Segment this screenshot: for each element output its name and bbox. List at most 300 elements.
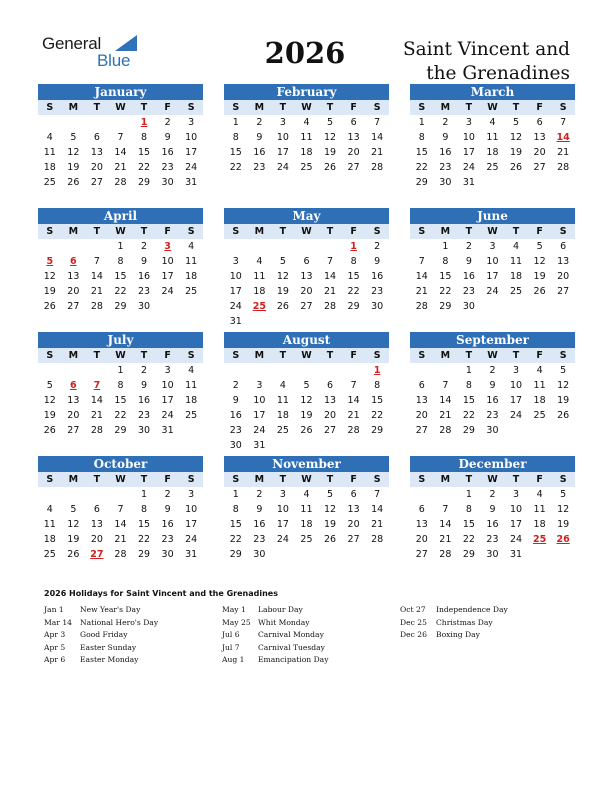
day-cell: 8: [442, 256, 449, 267]
day-cell: 9: [141, 380, 148, 391]
day-cell: 23: [371, 286, 384, 297]
day-cell: 11: [276, 395, 289, 406]
day-grid: [224, 363, 389, 453]
day-cell: 23: [253, 534, 266, 545]
day-cell: 12: [323, 132, 337, 143]
day-cell: 14: [90, 271, 103, 282]
day-cell: 12: [323, 504, 337, 515]
day-cell: 3: [188, 117, 195, 128]
day-cell: 25: [533, 410, 546, 421]
day-cell: 10: [185, 504, 198, 515]
day-cell: 18: [509, 271, 523, 282]
day-cell: 8: [465, 380, 472, 391]
generalblue-logo: [42, 34, 142, 70]
day-cell: 17: [509, 395, 523, 406]
day-cell: 11: [533, 504, 546, 515]
day-cell: 31: [253, 440, 266, 451]
day-cell: 4: [188, 365, 195, 376]
day-cell: 16: [161, 519, 174, 530]
day-cell: 14: [114, 519, 127, 530]
day-cell: 12: [533, 256, 546, 267]
day-cell: 4: [279, 380, 286, 391]
weekday-header: [410, 472, 575, 487]
day-cell: 10: [276, 504, 289, 515]
day-cell: 9: [256, 504, 263, 515]
weekday-label: T: [465, 102, 473, 113]
weekday-label: W: [487, 226, 498, 237]
day-cell: 9: [164, 504, 171, 515]
day-cell: 24: [276, 162, 289, 173]
day-empty: [62, 239, 86, 254]
day-cell: 22: [114, 410, 127, 421]
holiday-name: Carnival Monday: [258, 630, 324, 639]
weekday-label: T: [512, 350, 520, 361]
day-grid: [410, 115, 575, 190]
day-cell: 8: [418, 132, 425, 143]
day-cell: 5: [327, 489, 334, 500]
holiday-name: Carnival Tuesday: [258, 642, 325, 652]
day-empty: [295, 363, 319, 378]
day-cell: 25: [185, 410, 198, 421]
day-cell: 27: [347, 162, 360, 173]
day-cell: 19: [509, 147, 523, 158]
day-cell: 24: [509, 410, 523, 421]
day-cell: 6: [560, 241, 567, 252]
day-cell: 25: [509, 286, 523, 297]
day-cell: 17: [276, 519, 289, 530]
day-cell: 28: [371, 162, 384, 173]
day-cell: 24: [486, 286, 499, 297]
day-cell: 22: [371, 410, 384, 421]
weekday-label: W: [487, 474, 498, 485]
day-empty: [434, 363, 458, 378]
holiday-column: [222, 604, 329, 667]
day-cell: 20: [90, 534, 103, 545]
day-cell: 18: [43, 162, 56, 173]
weekday-header: [38, 100, 203, 115]
day-cell: 23: [137, 286, 151, 297]
day-cell: 25: [486, 162, 499, 173]
day-cell: 10: [161, 256, 174, 267]
calendar-year: 2026: [264, 36, 346, 70]
holiday-date: May 25: [222, 617, 251, 627]
day-cell: 26: [276, 301, 289, 312]
weekday-label: S: [418, 102, 426, 113]
day-cell: 21: [90, 286, 103, 297]
day-grid: [38, 487, 203, 562]
holiday-date: Jul 7: [222, 642, 240, 652]
day-cell: 18: [43, 534, 56, 545]
day-cell: 4: [256, 256, 263, 267]
day-cell: 4: [513, 241, 520, 252]
holiday-entry: [400, 617, 508, 630]
day-cell: 29: [114, 301, 127, 312]
day-cell: 15: [229, 519, 242, 530]
weekday-label: S: [418, 474, 426, 485]
day-cell: 13: [323, 395, 337, 406]
day-cell: 16: [371, 271, 384, 282]
holiday-name: New Year's Day: [80, 605, 141, 614]
day-cell: 7: [442, 380, 449, 391]
weekday-label: M: [68, 350, 79, 361]
day-cell: 15: [439, 271, 452, 282]
month-december: [410, 456, 575, 562]
day-cell: 16: [229, 410, 242, 421]
day-cell: 5: [279, 256, 286, 267]
day-cell: 31: [462, 177, 475, 188]
day-cell: 2: [256, 117, 263, 128]
day-cell: 16: [439, 147, 452, 158]
day-cell: 16: [253, 519, 266, 530]
day-cell: 1: [465, 489, 472, 500]
day-cell: 7: [117, 132, 124, 143]
day-cell: 20: [415, 534, 428, 545]
day-cell: 3: [513, 365, 520, 376]
day-cell: 28: [323, 301, 337, 312]
month-may: [224, 208, 389, 329]
day-empty: [318, 239, 342, 254]
day-cell: 20: [90, 162, 103, 173]
day-cell: 9: [489, 504, 496, 515]
day-cell: 14: [415, 271, 428, 282]
day-cell: 26: [43, 301, 56, 312]
day-cell: 22: [137, 162, 151, 173]
day-cell: 12: [43, 395, 56, 406]
day-cell: 14: [371, 132, 384, 143]
day-cell: 8: [350, 256, 357, 267]
day-cell: 25: [276, 425, 289, 436]
day-empty: [271, 239, 295, 254]
day-cell: 29: [114, 425, 127, 436]
day-cell: 14: [323, 271, 337, 282]
day-cell: 2: [232, 380, 239, 391]
day-cell: 6: [418, 504, 425, 515]
weekday-label: W: [301, 350, 312, 361]
day-cell: 30: [439, 177, 452, 188]
holiday-name: Emancipation Day: [258, 655, 329, 664]
weekday-label: T: [512, 474, 520, 485]
day-cell: 18: [300, 519, 313, 530]
day-cell-holiday: 3: [164, 241, 171, 252]
day-cell: 7: [374, 489, 381, 500]
day-cell: 11: [185, 380, 198, 391]
day-cell: 27: [557, 286, 570, 297]
weekday-label: T: [512, 102, 520, 113]
day-cell: 30: [137, 425, 151, 436]
day-cell: 10: [486, 256, 499, 267]
day-cell-holiday: 6: [70, 256, 77, 267]
day-cell: 16: [486, 519, 499, 530]
day-cell: 25: [185, 286, 198, 297]
day-cell: 6: [93, 132, 100, 143]
logo-text-general: General: [42, 34, 102, 53]
holiday-column: [44, 604, 158, 667]
day-cell: 13: [347, 132, 360, 143]
month-february: [224, 84, 389, 175]
day-cell: 24: [161, 286, 174, 297]
day-cell: 21: [114, 534, 127, 545]
day-cell: 12: [509, 132, 523, 143]
weekday-label: S: [373, 350, 381, 361]
holiday-entry: [222, 604, 329, 617]
day-cell: 16: [486, 395, 499, 406]
day-empty: [109, 487, 133, 502]
holiday-entry: [222, 654, 329, 667]
weekday-label: T: [512, 226, 520, 237]
day-empty: [38, 487, 62, 502]
day-cell: 19: [323, 519, 337, 530]
day-cell: 26: [509, 162, 523, 173]
weekday-label: T: [279, 350, 287, 361]
day-cell: 12: [557, 504, 570, 515]
day-cell: 17: [161, 395, 174, 406]
weekday-header: [224, 100, 389, 115]
day-cell: 13: [533, 132, 546, 143]
holiday-name: Christmas Day: [436, 617, 493, 627]
day-cell: 25: [300, 162, 313, 173]
day-cell: 29: [137, 177, 151, 188]
weekday-label: F: [164, 350, 171, 361]
day-cell: 3: [279, 489, 286, 500]
month-title: June: [410, 208, 575, 224]
day-cell: 30: [486, 549, 499, 560]
day-cell: 19: [557, 519, 570, 530]
weekday-label: F: [164, 102, 171, 113]
day-cell: 18: [486, 147, 499, 158]
day-cell: 19: [557, 395, 570, 406]
month-title: November: [224, 456, 389, 472]
day-cell: 12: [67, 147, 80, 158]
day-cell: 26: [43, 425, 56, 436]
weekday-label: S: [559, 474, 567, 485]
day-cell: 22: [347, 286, 360, 297]
day-cell: 11: [43, 519, 56, 530]
day-cell: 10: [462, 132, 475, 143]
weekday-label: S: [187, 226, 195, 237]
day-cell: 5: [513, 117, 520, 128]
holiday-name: Easter Sunday: [80, 642, 137, 652]
month-title: May: [224, 208, 389, 224]
day-cell: 19: [276, 286, 289, 297]
weekday-label: T: [326, 474, 334, 485]
day-cell: 9: [232, 395, 239, 406]
day-grid: [38, 239, 203, 314]
weekday-label: T: [93, 102, 101, 113]
day-cell-holiday: 25: [252, 301, 266, 312]
day-cell: 15: [137, 147, 151, 158]
holiday-entry: [400, 629, 508, 642]
day-cell: 27: [323, 425, 337, 436]
day-cell-holiday: 25: [532, 534, 547, 545]
day-cell: 29: [347, 301, 360, 312]
day-empty: [434, 487, 458, 502]
holiday-entry: [400, 604, 508, 617]
day-cell-holiday: 6: [70, 380, 77, 391]
day-empty: [109, 115, 133, 130]
holiday-date: Dec 25: [400, 617, 427, 627]
day-empty: [248, 239, 272, 254]
day-cell: 7: [374, 117, 381, 128]
weekday-label: S: [418, 226, 426, 237]
weekday-header: [38, 472, 203, 487]
day-cell: 25: [43, 177, 56, 188]
day-empty: [85, 363, 109, 378]
day-cell: 10: [253, 395, 266, 406]
day-cell: 21: [439, 410, 452, 421]
day-cell: 14: [347, 395, 360, 406]
day-cell: 24: [229, 301, 242, 312]
holiday-column: [400, 604, 508, 642]
day-grid: [410, 363, 575, 438]
day-cell: 3: [279, 117, 286, 128]
month-title: February: [224, 84, 389, 100]
day-cell: 27: [415, 549, 428, 560]
weekday-label: M: [440, 350, 451, 361]
weekday-label: W: [301, 226, 312, 237]
month-march: [410, 84, 575, 190]
day-cell: 5: [536, 241, 543, 252]
day-cell: 10: [509, 380, 523, 391]
day-cell: 3: [465, 117, 472, 128]
day-cell: 4: [303, 489, 310, 500]
day-cell: 17: [276, 147, 289, 158]
day-cell: 8: [232, 132, 239, 143]
day-cell: 1: [117, 365, 124, 376]
day-cell: 19: [323, 147, 337, 158]
day-cell: 2: [489, 365, 496, 376]
day-cell: 7: [350, 380, 357, 391]
day-cell: 9: [164, 132, 171, 143]
day-cell: 31: [509, 549, 523, 560]
day-cell: 30: [253, 549, 266, 560]
holiday-name: Good Friday: [80, 630, 128, 639]
day-cell: 13: [415, 395, 428, 406]
day-cell: 21: [371, 519, 384, 530]
day-cell: 16: [161, 147, 174, 158]
day-cell: 8: [374, 380, 381, 391]
day-cell: 24: [509, 534, 523, 545]
weekday-label: W: [115, 102, 126, 113]
day-grid: [410, 239, 575, 314]
weekday-label: W: [301, 474, 312, 485]
weekday-label: F: [536, 226, 543, 237]
month-january: [38, 84, 203, 190]
day-cell: 19: [300, 410, 313, 421]
month-title: January: [38, 84, 203, 100]
holiday-entry: [222, 617, 329, 630]
day-cell-holiday: 1: [350, 241, 357, 252]
weekday-label: T: [279, 226, 287, 237]
country-line-1: Saint Vincent and: [402, 39, 570, 60]
day-cell: 13: [415, 519, 428, 530]
holiday-date: Apr 5: [44, 642, 66, 652]
weekday-label: S: [46, 226, 54, 237]
day-cell: 20: [323, 410, 337, 421]
day-empty: [38, 363, 62, 378]
weekday-label: S: [46, 474, 54, 485]
weekday-label: S: [187, 474, 195, 485]
weekday-label: F: [536, 350, 543, 361]
weekday-header: [224, 348, 389, 363]
day-cell: 29: [415, 177, 428, 188]
day-cell: 14: [439, 519, 452, 530]
day-cell: 23: [161, 534, 174, 545]
weekday-label: T: [279, 102, 287, 113]
day-cell: 17: [185, 519, 198, 530]
weekday-label: M: [254, 102, 265, 113]
day-cell: 13: [67, 395, 80, 406]
weekday-label: F: [536, 474, 543, 485]
day-empty: [342, 363, 366, 378]
weekday-label: S: [559, 226, 567, 237]
day-cell: 5: [70, 504, 77, 515]
day-cell: 1: [141, 489, 148, 500]
day-cell: 5: [560, 365, 567, 376]
day-empty: [62, 115, 86, 130]
month-april: [38, 208, 203, 314]
day-cell: 1: [418, 117, 425, 128]
weekday-label: F: [164, 226, 171, 237]
day-cell: 31: [185, 177, 198, 188]
day-cell: 16: [253, 147, 266, 158]
weekday-label: T: [140, 474, 148, 485]
day-cell: 31: [185, 549, 198, 560]
weekday-label: M: [254, 474, 265, 485]
day-cell: 20: [300, 286, 313, 297]
weekday-label: M: [68, 474, 79, 485]
weekday-label: T: [465, 350, 473, 361]
day-cell: 13: [67, 271, 80, 282]
day-cell: 15: [371, 395, 384, 406]
day-cell: 19: [67, 162, 80, 173]
day-grid: [410, 487, 575, 562]
day-cell: 19: [67, 534, 80, 545]
day-cell: 20: [347, 147, 360, 158]
holiday-date: Aug 1: [222, 655, 245, 664]
day-cell: 27: [415, 425, 428, 436]
weekday-label: F: [350, 226, 357, 237]
day-cell: 26: [533, 286, 546, 297]
day-grid: [38, 363, 203, 438]
day-cell: 31: [161, 425, 174, 436]
day-cell: 16: [462, 271, 475, 282]
weekday-label: T: [326, 226, 334, 237]
day-cell: 5: [46, 380, 53, 391]
day-cell: 6: [93, 504, 100, 515]
weekday-label: S: [187, 350, 195, 361]
day-cell: 9: [141, 256, 148, 267]
weekday-label: W: [115, 474, 126, 485]
day-cell-holiday: 1: [140, 117, 148, 128]
weekday-label: S: [373, 474, 381, 485]
day-cell: 2: [442, 117, 449, 128]
day-cell: 23: [137, 410, 151, 421]
day-cell: 1: [232, 489, 239, 500]
day-cell: 20: [533, 147, 546, 158]
day-cell: 17: [253, 410, 266, 421]
weekday-label: S: [46, 102, 54, 113]
logo-triangle-icon: [115, 35, 137, 51]
day-cell: 13: [90, 519, 103, 530]
day-cell: 20: [557, 271, 570, 282]
weekday-label: W: [487, 102, 498, 113]
day-cell: 28: [439, 425, 452, 436]
day-cell: 15: [137, 519, 151, 530]
day-cell: 2: [141, 241, 148, 252]
day-cell-holiday: 27: [90, 549, 104, 560]
day-cell: 17: [229, 286, 242, 297]
day-cell: 1: [117, 241, 124, 252]
